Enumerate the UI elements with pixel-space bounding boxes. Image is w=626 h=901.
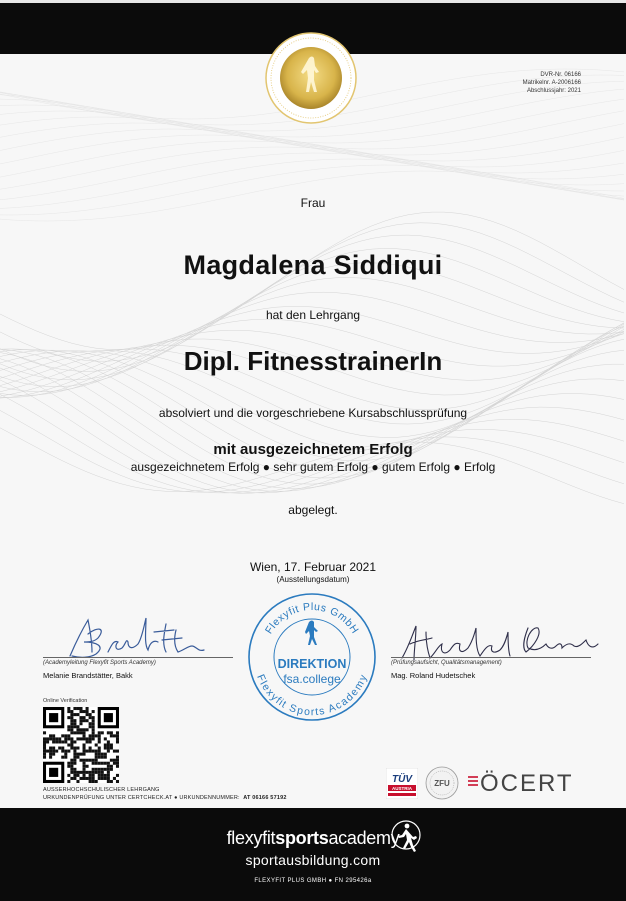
certificate-identifiers (523, 71, 581, 95)
stamp-top-text: Flexyfit Plus GmbH (262, 600, 361, 637)
completion-text: absolviert und die vorgeschriebene Kursabschlussprüfung (158, 406, 468, 420)
tuv-austria-logo-icon (386, 768, 418, 799)
qr-code-icon[interactable] (43, 707, 119, 783)
right-signature-line (391, 657, 591, 658)
recipient-name: Magdalena Siddiqui (183, 250, 443, 280)
issue-date: Wien, 17. Februar 2021 (249, 560, 377, 574)
footer-black-band (0, 808, 626, 901)
issue-date-label: (Ausstellungsdatum) (276, 575, 350, 584)
right-signatory-role: (Prüfungsaufsicht, Qualitätsmanagement) (391, 660, 502, 666)
tuv-austria-text: AUSTRIA (392, 786, 412, 791)
left-signature-line (43, 657, 233, 658)
course-title: Dipl. FitnesstrainerIn (183, 346, 443, 376)
grade-scale: ausgezeichnetem Erfolg ● sehr gutem Erfolg ● gutem Erfolg ● Erfolg (130, 460, 496, 474)
online-verification-label: Online Verification (43, 698, 88, 704)
closing-text: abgelegt. (288, 503, 338, 517)
dvr-number: DVR-Nr. 06166 (540, 72, 581, 78)
certificate-number: AT 06166 57192 (243, 795, 287, 801)
direktion-stamp-icon (247, 592, 377, 722)
course-type-label: AUSSERHOCHSCHULISCHER LEHRGANG (43, 787, 160, 793)
grade-text: mit ausgezeichnetem Erfolg (213, 441, 413, 458)
brand-part-flexyfit: flexyfit (226, 828, 276, 848)
brand-part-academy: academy (328, 828, 400, 848)
company-registration: FLEXYFIT PLUS GMBH ● FN 295426a (254, 878, 372, 884)
matrikel-number: Matrikelnr. A-2006166 (522, 80, 581, 86)
intro-text: hat den Lehrgang (265, 308, 361, 322)
left-signatory-name: Melanie Brandstätter, Bakk (43, 671, 133, 680)
ocert-text: ÖCERT (480, 770, 574, 797)
ocert-logo-icon (466, 766, 584, 798)
zfu-text: ZFU (434, 779, 450, 788)
website-link[interactable]: sportausbildung.com (245, 852, 381, 868)
brand-logo (0, 828, 626, 849)
tuv-logo-text: TÜV (392, 774, 412, 785)
left-signature-icon (62, 612, 212, 662)
certificate-check-line (43, 795, 287, 801)
salutation: Frau (300, 196, 326, 210)
zfu-seal-icon (425, 766, 459, 800)
gold-seal-icon (265, 32, 357, 124)
stamp-bottom-text: Flexyfit Sports Academy (254, 672, 370, 719)
right-signatory-name: Mag. Roland Hudetschek (391, 671, 476, 680)
brand-part-sports: sports (275, 828, 329, 848)
stamp-subtitle: fsa.college (283, 672, 341, 686)
graduation-year: Abschlussjahr: 2021 (526, 88, 581, 94)
stamp-title: DIREKTION (277, 657, 347, 671)
left-signatory-role: (Academyleitung Flexyfit Sports Academy) (43, 660, 156, 666)
certificate-check-text: URKUNDENPRÜFUNG UNTER CERTCHECK.AT ● URKUNDENNUMMER: (43, 795, 240, 801)
stamp-runner-icon (305, 621, 318, 646)
